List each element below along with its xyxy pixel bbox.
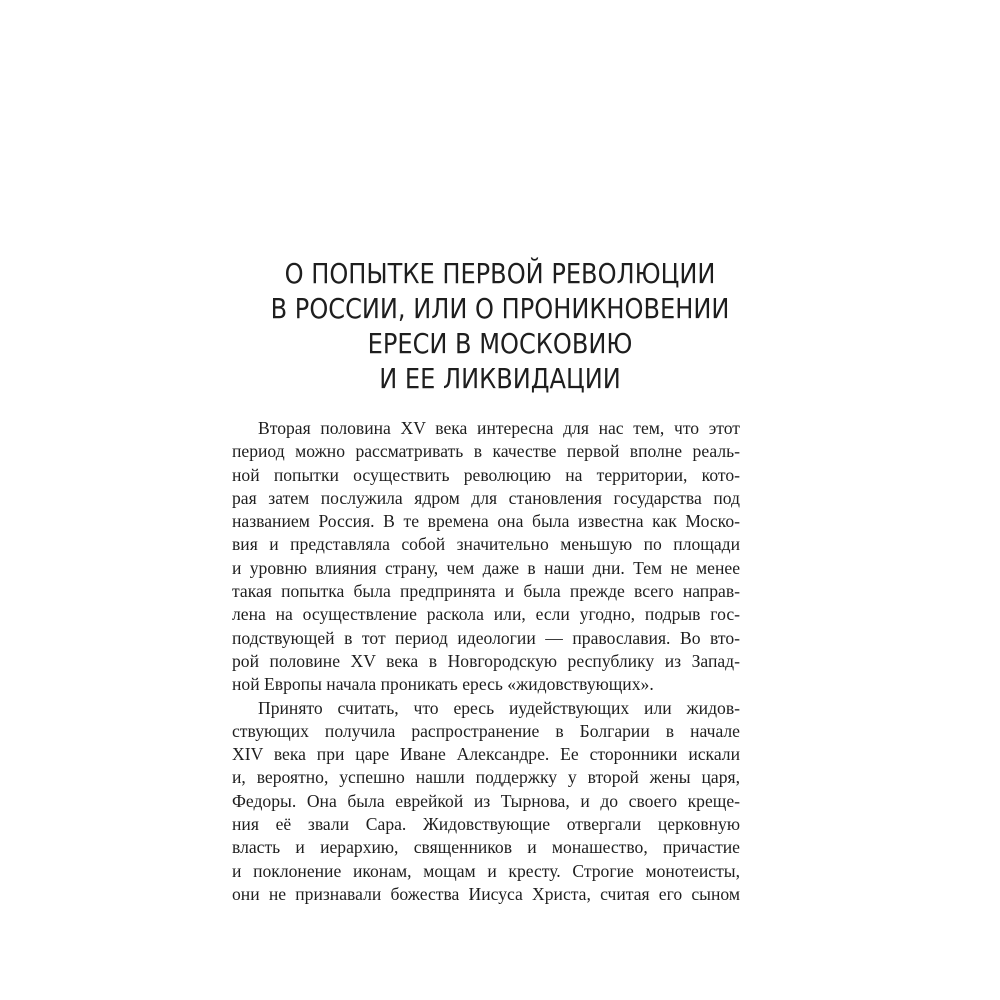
chapter-title-line: ЕРЕСИ В МОСКОВИЮ (367, 327, 633, 360)
text-line: ствующих получила распространение в Болгарии в начале (232, 720, 740, 741)
text-line: Вторая половина XV века интересна для нас тем, что этот (258, 418, 740, 438)
text-line: вия и представляла собой значительно меньшую по площади (232, 534, 740, 555)
text-line: рой половине XV века в Новгородскую республику из Запад- (232, 650, 740, 671)
paragraph-1 (232, 417, 740, 697)
text-line: и поклонение иконам, мощам и кресту. Строгие монотеисты, (232, 860, 740, 881)
text-line: XIV века при царе Иване Александре. Ее сторонники искали (232, 744, 740, 765)
text-line: Принято считать, что ересь иудействующих или жидов- (258, 697, 740, 718)
text-line: и уровню влияния страну, чем даже в наши дни. Тем не менее (232, 557, 740, 578)
text-line: ния её звали Сара. Жидовствующие отвергали церковную (232, 814, 740, 835)
text-line: подствующей в тот период идеологии — православия. Во вто- (232, 627, 740, 648)
chapter-title (70, 256, 930, 396)
text-line: такая попытка была предпринята и была прежде всего направ- (232, 581, 740, 602)
text-line: ной попытки осуществить революцию на территории, кото- (232, 464, 740, 485)
body-text (232, 417, 740, 906)
text-line: период можно рассматривать в качестве первой вполне реаль- (232, 441, 740, 462)
text-line: ной Европы начала проникать ересь «жидовствующих». (232, 674, 654, 695)
text-line: рая затем послужила ядром для становления государства под (232, 487, 740, 508)
text-line: Федоры. Она была еврейкой из Тырнова, и до своего креще- (232, 790, 740, 811)
paragraph-2 (232, 697, 740, 907)
chapter-title-line: О ПОПЫТКЕ ПЕРВОЙ РЕВОЛЮЦИИ (284, 257, 716, 290)
text-line: названием Россия. В те времена она была известна как Моско- (232, 511, 740, 532)
text-line: и, вероятно, успешно нашли поддержку у второй жены царя, (232, 767, 740, 788)
chapter-title-line: В РОССИИ, ИЛИ О ПРОНИКНОВЕНИИ (270, 292, 730, 325)
chapter-title-line: И ЕЕ ЛИКВИДАЦИИ (379, 362, 621, 395)
text-line: власть и иерархию, священников и монашество, причастие (232, 837, 740, 858)
text-line: они не признавали божества Иисуса Христа, считая его сыном (232, 883, 740, 904)
text-line: лена на осуществление раскола или, если угодно, подрыв гос- (232, 604, 740, 625)
